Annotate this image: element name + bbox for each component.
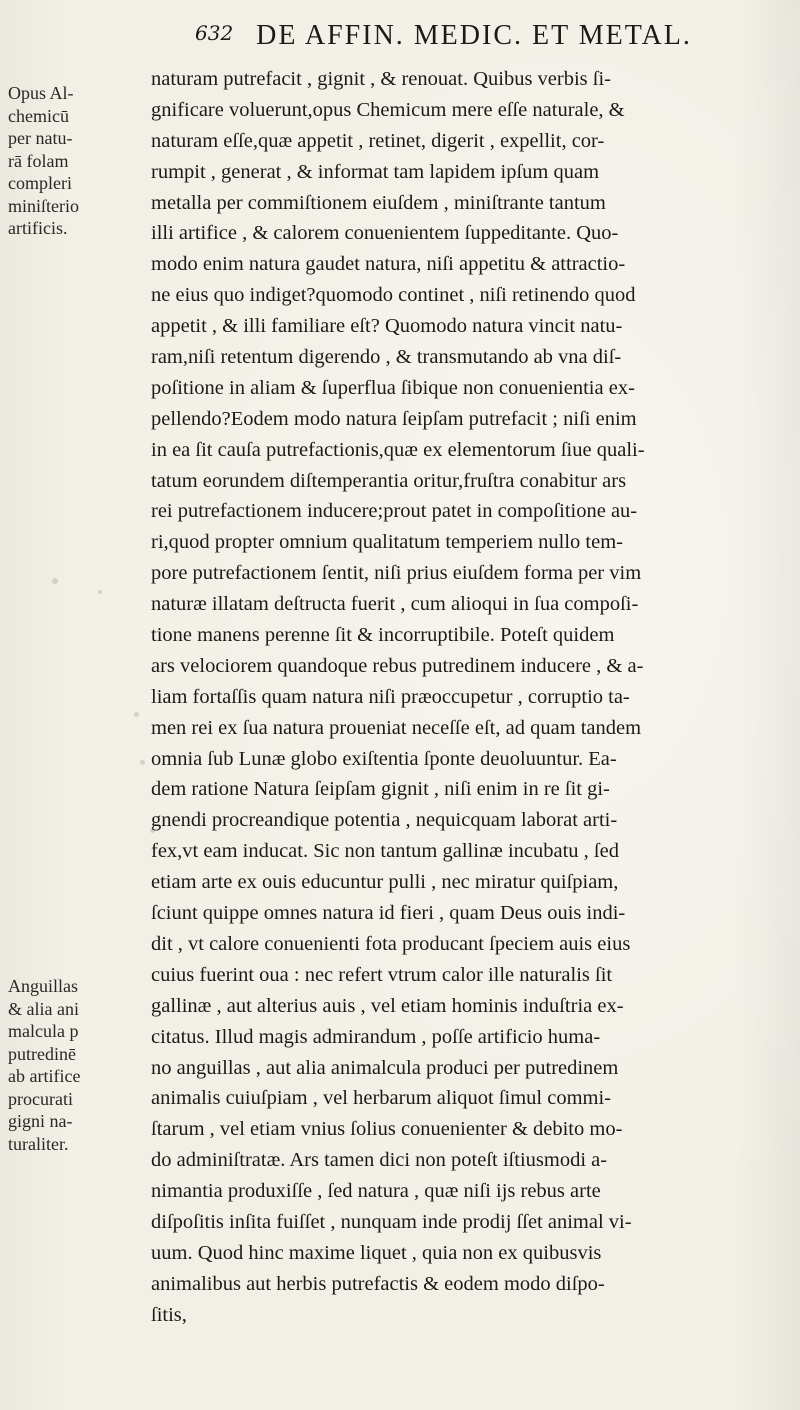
text-line: modo enim natura gaudet natura, niſi appetitu & attractio- bbox=[151, 253, 626, 276]
text-line: nimantia produxiſſe , ſed natura , quæ niſi ijs rebus arte bbox=[151, 1180, 601, 1203]
text-line: uum. Quod hinc maxime liquet , quia non ex quibusvis bbox=[151, 1241, 602, 1264]
margin-note-line: procurati bbox=[8, 1088, 73, 1109]
margin-note-line: turaliter. bbox=[8, 1133, 69, 1154]
margin-note-line: putredinē bbox=[8, 1043, 76, 1064]
text-line: citatus. Illud magis admirandum , poſſe artificio huma- bbox=[151, 1025, 601, 1048]
text-line: gnendi procreandique potentia , nequicquam laborat arti- bbox=[151, 809, 618, 832]
text-line: ram,niſi retentum digerendo , & transmutando ab vna diſ- bbox=[151, 346, 622, 369]
ink-speck bbox=[134, 712, 139, 717]
text-line: dem ratione Natura ſeipſam gignit , niſi enim in re ſit gi- bbox=[151, 778, 610, 801]
text-line: men rei ex ſua natura proueniat neceſſe eſt, ad quam tandem bbox=[151, 716, 642, 739]
text-line: ri,quod propter omnium qualitatum temperiem nullo tem- bbox=[151, 531, 623, 554]
text-line: rumpit , generat , & informat tam lapidem ipſum quam bbox=[151, 160, 600, 183]
margin-note-line: chemicū bbox=[8, 105, 69, 126]
text-line: ſciunt quippe omnes natura id fieri , quam Deus ouis indi- bbox=[151, 902, 626, 925]
margin-note-line: miniſterio bbox=[8, 195, 79, 216]
margin-note-line: malcula p bbox=[8, 1021, 79, 1041]
text-line: do adminiſtratæ. Ars tamen dici non poteſt iſtiusmodi a- bbox=[151, 1149, 608, 1172]
text-line: liam fortaſſis quam natura niſi præoccupetur , corruptio ta- bbox=[151, 685, 630, 708]
margin-note-line: gigni na- bbox=[8, 1111, 73, 1131]
text-line: cuius fuerint oua : nec refert vtrum calor ille naturalis ſit bbox=[151, 963, 613, 986]
margin-note-line: Anguillas bbox=[8, 976, 78, 996]
text-line: poſitione in aliam & ſuperflua ſibique non conuenientia ex- bbox=[151, 376, 635, 399]
margin-note-opus-alchemicum bbox=[8, 82, 150, 240]
text-line: animalibus aut herbis putrefactis & eodem modo diſpo- bbox=[151, 1272, 605, 1295]
text-line: in ea ſit cauſa putrefactionis,quæ ex elementorum ſiue quali- bbox=[151, 438, 645, 461]
text-line: ne eius quo indiget?quomodo continet , niſi retinendo quod bbox=[151, 284, 636, 307]
margin-note-line: & alia ani bbox=[8, 998, 79, 1019]
ink-speck bbox=[52, 578, 58, 584]
text-line: dit , vt calore conuenienti fota producant ſpeciem auis eius bbox=[151, 932, 631, 955]
text-line: omnia ſub Lunæ globo exiſtentia ſponte deuoluuntur. Ea- bbox=[151, 747, 617, 770]
margin-note-line: compleri bbox=[8, 173, 72, 193]
text-line: pore putrefactionem ſentit, niſi prius eiuſdem forma per vim bbox=[151, 562, 642, 585]
page-number: 632 bbox=[195, 21, 234, 45]
text-line: diſpoſitis inſita fuiſſet , nunquam inde prodij ſſet animal vi- bbox=[151, 1210, 632, 1233]
text-line: ars velociorem quandoque rebus putredinem inducere , & a- bbox=[151, 654, 644, 677]
text-line: ſitis, bbox=[151, 1303, 187, 1326]
running-header bbox=[195, 18, 795, 58]
main-text-block bbox=[151, 64, 791, 1331]
text-line: etiam arte ex ouis educuntur pulli , nec miratur quiſpiam, bbox=[151, 871, 619, 894]
text-line: gnificare voluerunt,opus Chemicum mere eſſe naturale, & bbox=[151, 98, 625, 121]
text-line: pellendo?Eodem modo natura ſeipſam putrefacit ; niſi enim bbox=[151, 407, 637, 430]
text-line: ſtarum , vel etiam vnius ſolius conuenienter & debito mo- bbox=[151, 1118, 623, 1141]
text-line: naturam eſſe,quæ appetit , retinet, digerit , expellit, cor- bbox=[151, 129, 605, 152]
margin-note-line: Opus Al- bbox=[8, 83, 74, 103]
ink-speck bbox=[98, 590, 102, 594]
text-line: appetit , & illi familiare eſt? Quomodo natura vincit natu- bbox=[151, 315, 623, 338]
margin-note-line: ab artifice bbox=[8, 1066, 81, 1086]
text-line: tione manens perenne ſit & incorruptibile. Poteſt quidem bbox=[151, 624, 615, 647]
text-line: naturæ illatam deſtructa fuerit , cum alioqui in ſua compoſi- bbox=[151, 593, 639, 616]
text-line: rei putrefactionem inducere;prout patet in compoſitione au- bbox=[151, 500, 638, 523]
text-line: fex,vt eam inducat. Sic non tantum gallinæ incubatu , ſed bbox=[151, 840, 619, 863]
text-line: no anguillas , aut alia animalcula produci per putredinem bbox=[151, 1056, 619, 1079]
text-line: naturam putrefacit , gignit , & renouat. Quibus verbis ſi- bbox=[151, 68, 611, 90]
running-title: DE AFFIN. MEDIC. ET METAL. bbox=[256, 20, 692, 51]
text-line: metalla per commiſtionem eiuſdem , miniſtrante tantum bbox=[151, 191, 606, 214]
text-line: animalis cuiuſpiam , vel herbarum aliquot ſimul commi- bbox=[151, 1087, 612, 1110]
text-line: tatum eorundem diſtemperantia oritur,fruſtra conabitur ars bbox=[151, 469, 627, 492]
text-line: gallinæ , aut alterius auis , vel etiam hominis induſtria ex- bbox=[151, 994, 624, 1017]
margin-note-line: artificis. bbox=[8, 218, 68, 238]
ink-speck bbox=[150, 828, 155, 833]
margin-note-anguillas bbox=[8, 975, 150, 1155]
text-line: illi artifice , & calorem conuenientem ſuppeditante. Quo- bbox=[151, 222, 619, 245]
ink-speck bbox=[140, 760, 145, 765]
margin-note-line: rā folam bbox=[8, 150, 69, 171]
margin-note-line: per natu- bbox=[8, 128, 73, 148]
